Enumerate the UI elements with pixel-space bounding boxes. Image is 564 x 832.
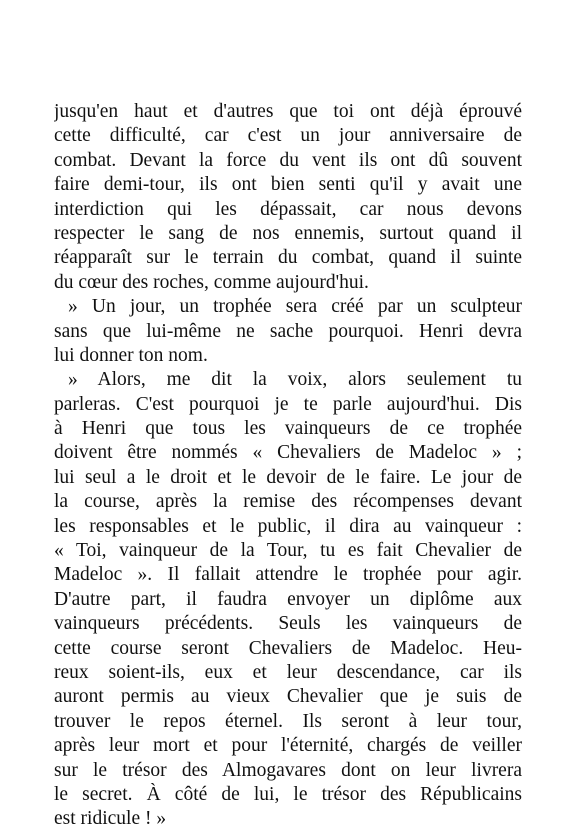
text-line: « Toi, vainqueur de la Tour, tu es fait Chevalier de xyxy=(54,540,522,562)
text-line: parleras. C'est pourquoi je te parle aujourd'hui. Dis xyxy=(54,393,522,415)
text-line: reux soient-ils, eux et leur descendance, car ils xyxy=(54,661,522,683)
text-line: doivent être nommés « Chevaliers de Madeloc » ; xyxy=(54,442,522,464)
text-line: vainqueurs précédents. Seuls les vainqueurs de xyxy=(54,613,522,635)
text-line: faire demi-tour, ils ont bien senti qu'il y avait une xyxy=(54,174,522,196)
text-line: la course, après la remise des récompenses devant xyxy=(54,491,522,513)
text-line: du cœur des roches, comme aujourd'hui. xyxy=(54,271,369,293)
text-line: D'autre part, il faudra envoyer un diplôme aux xyxy=(54,588,522,610)
text-line: après leur mort et pour l'éternité, chargés de veiller xyxy=(54,735,522,757)
text-line: Madeloc ». Il fallait attendre le trophée pour agir. xyxy=(54,564,522,586)
text-line: à Henri que tous les vainqueurs de ce trophée xyxy=(54,418,522,440)
text-line: est ridicule ! » xyxy=(54,808,167,830)
text-line: respecter le sang de nos ennemis, surtout quand il xyxy=(54,222,522,244)
text-line: cette course seront Chevaliers de Madeloc. Heu- xyxy=(54,637,522,659)
text-line: jusqu'en haut et d'autres que toi ont déjà éprouvé xyxy=(54,101,522,122)
paragraph xyxy=(54,295,522,368)
text-line: lui seul a le droit et le devoir de le faire. Le jour de xyxy=(54,466,522,488)
paragraph xyxy=(54,100,522,295)
text-line: interdiction qui les dépassait, car nous devons xyxy=(54,198,522,220)
text-line: » Un jour, un trophée sera créé par un sculpteur xyxy=(68,296,522,318)
text-line: le secret. À côté de lui, le trésor des Républicains xyxy=(54,783,522,805)
body-text xyxy=(54,100,522,832)
text-line: sur le trésor des Almogavares dont on leur livrera xyxy=(54,759,522,781)
paragraph xyxy=(54,368,522,831)
text-line: trouver le repos éternel. Ils seront à leur tour, xyxy=(54,710,522,732)
text-line: lui donner ton nom. xyxy=(54,344,208,366)
text-line: auront permis au vieux Chevalier que je suis de xyxy=(54,686,522,708)
text-line: sans que lui-même ne sache pourquoi. Henri devra xyxy=(54,320,522,342)
text-line: combat. Devant la force du vent ils ont dû souvent xyxy=(54,149,522,171)
text-line: » Alors, me dit la voix, alors seulement tu xyxy=(68,369,522,391)
text-line: réapparaît sur le terrain du combat, quand il suinte xyxy=(54,247,522,269)
text-line: les responsables et le public, il dira au vainqueur : xyxy=(54,515,522,537)
text-line: cette difficulté, car c'est un jour anniversaire de xyxy=(54,125,522,147)
